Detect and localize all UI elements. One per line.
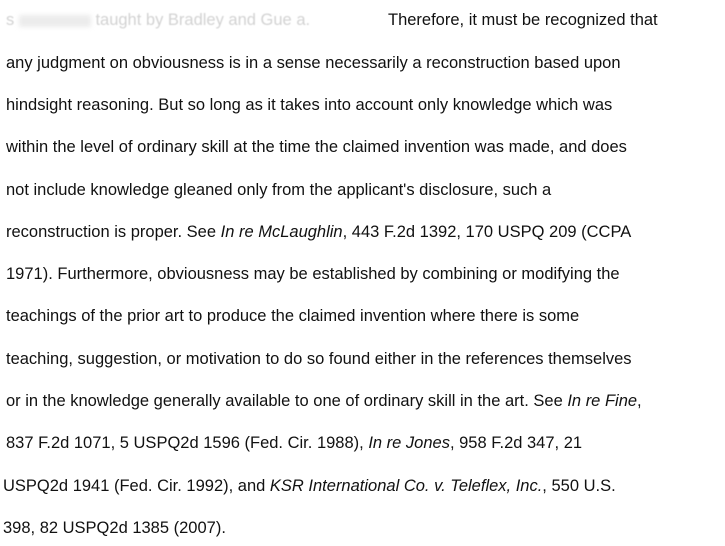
text-segment: 837 F.2d 1071, 5 USPQ2d 1596 (Fed. Cir. 1988), bbox=[6, 434, 369, 452]
case-citation: In re Jones bbox=[368, 434, 450, 452]
text-segment: not include knowledge gleaned only from the applicant's disclosure, such a bbox=[6, 181, 552, 199]
text-line bbox=[3, 476, 616, 496]
case-citation: In re McLaughlin bbox=[220, 223, 343, 241]
text-line bbox=[6, 95, 612, 115]
text-segment: USPQ2d 1941 (Fed. Cir. 1992), and bbox=[3, 477, 270, 495]
text-segment: , bbox=[637, 392, 642, 410]
text-segment: teachings of the prior art to produce the claimed invention where there is some bbox=[6, 307, 580, 325]
text-line bbox=[6, 264, 620, 284]
text-line bbox=[6, 391, 642, 411]
text-line bbox=[6, 53, 621, 73]
faded-fragment-rest: taught by Bradley and Gue bbox=[95, 11, 292, 29]
redacted-smudge bbox=[19, 15, 91, 27]
text-segment: or in the knowledge generally available to one of ordinary skill in the art. See bbox=[6, 392, 568, 410]
text-segment: any judgment on obviousness is in a sense necessarily a reconstruction based upon bbox=[6, 54, 621, 72]
text-segment: , 550 U.S. bbox=[542, 477, 616, 495]
text-segment: , 958 F.2d 347, 21 bbox=[449, 434, 583, 452]
faded-fragment-start: s bbox=[6, 11, 15, 29]
case-citation: KSR International Co. v. Teleflex, Inc. bbox=[269, 477, 543, 495]
case-citation: In re Fine bbox=[567, 392, 638, 410]
text-line bbox=[3, 518, 226, 538]
text-line bbox=[6, 180, 551, 200]
text-segment: reconstruction is proper. See bbox=[6, 223, 221, 241]
text-line bbox=[388, 10, 658, 30]
faded-text-fragment bbox=[6, 10, 310, 30]
text-segment: 1971). Furthermore, obviousness may be established by combining or modifying the bbox=[6, 265, 620, 283]
text-segment: 398, 82 USPQ2d 1385 (2007). bbox=[3, 519, 226, 537]
text-line bbox=[6, 349, 632, 369]
text-line bbox=[6, 222, 631, 242]
text-line bbox=[6, 433, 582, 453]
faded-fragment-end: a. bbox=[296, 11, 311, 29]
text-segment: , 443 F.2d 1392, 170 USPQ 209 (CCPA bbox=[342, 223, 632, 241]
text-segment: Therefore, it must be recognized that bbox=[388, 11, 658, 29]
text-segment: within the level of ordinary skill at the time the claimed invention was made, and does bbox=[6, 138, 627, 156]
text-segment: hindsight reasoning. But so long as it takes into account only knowledge which was bbox=[6, 96, 613, 114]
text-segment: teaching, suggestion, or motivation to do so found either in the references themselves bbox=[6, 350, 632, 368]
text-line bbox=[6, 306, 579, 326]
text-line bbox=[6, 137, 627, 157]
